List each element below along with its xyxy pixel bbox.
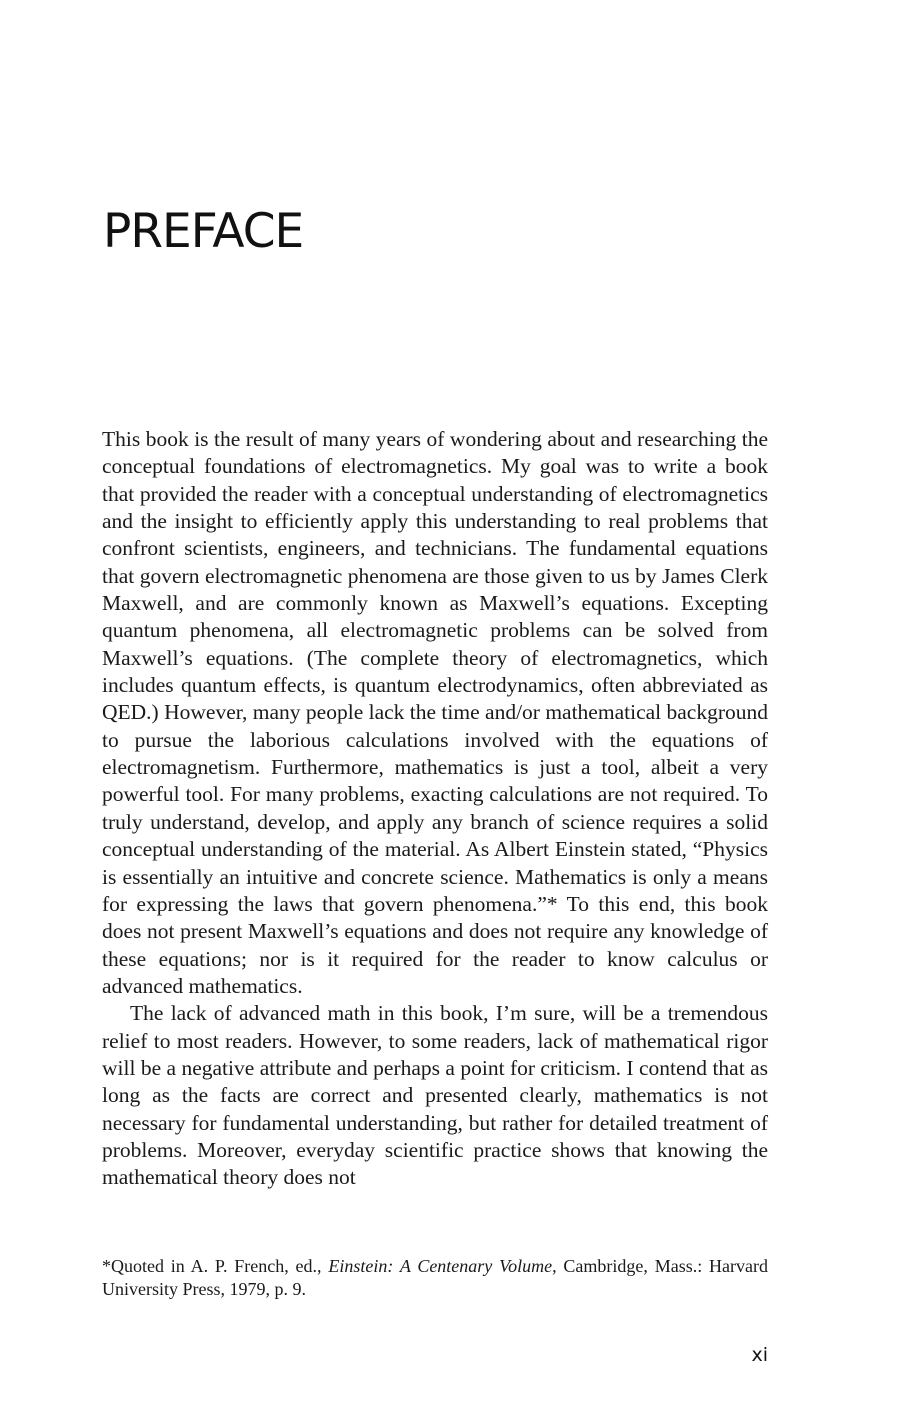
footnote-suffix: , Cambridge, Mass.: Harvard University Press, 1979, p. 9.: [102, 1256, 768, 1299]
footnote-book-title: Einstein: A Centenary Volume: [328, 1256, 553, 1276]
paragraph: The lack of advanced math in this book, I’m sure, will be a tremendous relief to most readers. However, to some readers, lack of mathematical rigor will be a negative attribute and perhaps a point for criticism. I contend that as long as the facts are correct and presented clearly, mathematics is not necessary for fundamental understanding, but rather for detailed treatment of problems. Moreover, everyday scientific practice shows that knowing the mathematical theory does not: [102, 1001, 768, 1190]
footnote-prefix: *Quoted in A. P. French, ed.,: [102, 1256, 329, 1276]
page-title: PREFACE: [103, 204, 304, 259]
page-number: xi: [751, 1344, 768, 1366]
footnote: [102, 1255, 768, 1301]
body-text: [102, 426, 768, 1192]
paragraph: This book is the result of many years of wondering about and researching the conceptual foundations of electromagnetics. My goal was to write a book that provided the reader with a conceptual understanding of electromagnetics and the insight to efficiently apply this understanding to real problems that confront scientists, engineers, and technicians. The fundamental equations that govern electromagnetic phenomena are those given to us by James Clerk Maxwell, and are commonly known as Maxwell’s equations. Excepting quantum phenomena, all electromagnetic problems can be solved from Maxwell’s equations. (The complete theory of electromagnetics, which includes quantum effects, is quantum electrodynamics, often abbreviated as QED.) However, many people lack the time and/or mathematical background to pursue the laborious calculations involved with the equations of electromagnetism. Furthermore, mathematics is just a tool, albeit a very powerful tool. For many problems, exacting calculations are not required. To truly understand, develop, and apply any branch of science requires a solid conceptual understanding of the material. As Albert Einstein stated, “Physics is essentially an intuitive and concrete science. Mathematics is only a means for expressing the laws that govern phenomena.”* To this end, this book does not present Maxwell’s equations and does not require any knowledge of these equations; nor is it required for the reader to know calculus or advanced mathematics.: [102, 427, 768, 998]
